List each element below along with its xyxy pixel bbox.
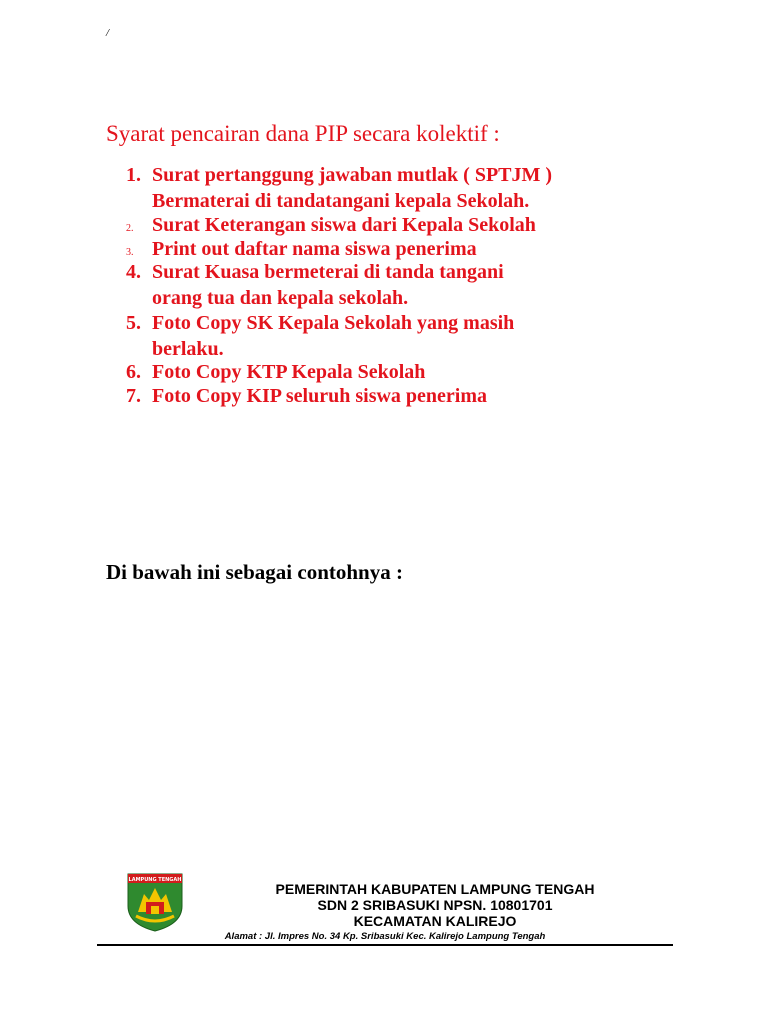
requirement-item-1	[126, 162, 686, 212]
requirement-number: 1.	[126, 164, 141, 186]
school-name-line: SDN 2 SRIBASUKI NPSN. 10801701	[317, 897, 553, 913]
page-mark: /	[106, 27, 110, 39]
requirement-number: 7.	[126, 385, 141, 407]
district-line: KECAMATAN KALIREJO	[353, 913, 517, 929]
requirement-item-5	[126, 310, 686, 360]
requirement-text: Surat Kuasa bermeterai di tanda tangani	[152, 261, 504, 283]
requirement-text-continued: Bermaterai di tandatangani kepala Sekolah.	[152, 190, 530, 212]
requirements-heading: Syarat pencairan dana PIP secara kolektif :	[106, 121, 500, 146]
requirement-number: 3.	[126, 247, 134, 258]
requirement-number: 2.	[126, 223, 134, 234]
requirement-number: 6.	[126, 361, 141, 383]
requirement-text: Print out daftar nama siswa penerima	[152, 238, 477, 260]
government-line: PEMERINTAH KABUPATEN LAMPUNG TENGAH	[275, 881, 595, 897]
requirement-text: Foto Copy SK Kepala Sekolah yang masih	[152, 312, 515, 334]
requirement-number: 4.	[126, 261, 141, 283]
requirement-item-4	[126, 259, 686, 309]
requirement-text: Surat pertanggung jawaban mutlak ( SPTJM )	[152, 164, 553, 186]
requirement-text: Foto Copy KIP seluruh siswa penerima	[152, 385, 488, 407]
letterhead-divider	[97, 944, 673, 946]
requirement-text-continued: berlaku.	[152, 338, 224, 360]
lampung-tengah-crest-icon	[126, 872, 184, 932]
requirement-item-6	[126, 359, 686, 385]
requirement-text: Foto Copy KTP Kepala Sekolah	[152, 361, 426, 383]
requirement-number: 5.	[126, 312, 141, 334]
example-label: Di bawah ini sebagai contohnya :	[106, 560, 403, 584]
requirement-text: Surat Keterangan siswa dari Kepala Sekolah	[152, 214, 536, 236]
school-letterhead	[97, 868, 673, 948]
address-line: Alamat : Jl. Impres No. 34 Kp. Sribasuki Kec. Kalirejo Lampung Tengah	[224, 931, 546, 942]
requirement-text-continued: orang tua dan kepala sekolah.	[152, 287, 409, 309]
requirement-item-7	[126, 383, 686, 409]
letterhead-title-block	[217, 881, 653, 929]
crest-text: LAMPUNG TENGAH	[128, 877, 182, 883]
